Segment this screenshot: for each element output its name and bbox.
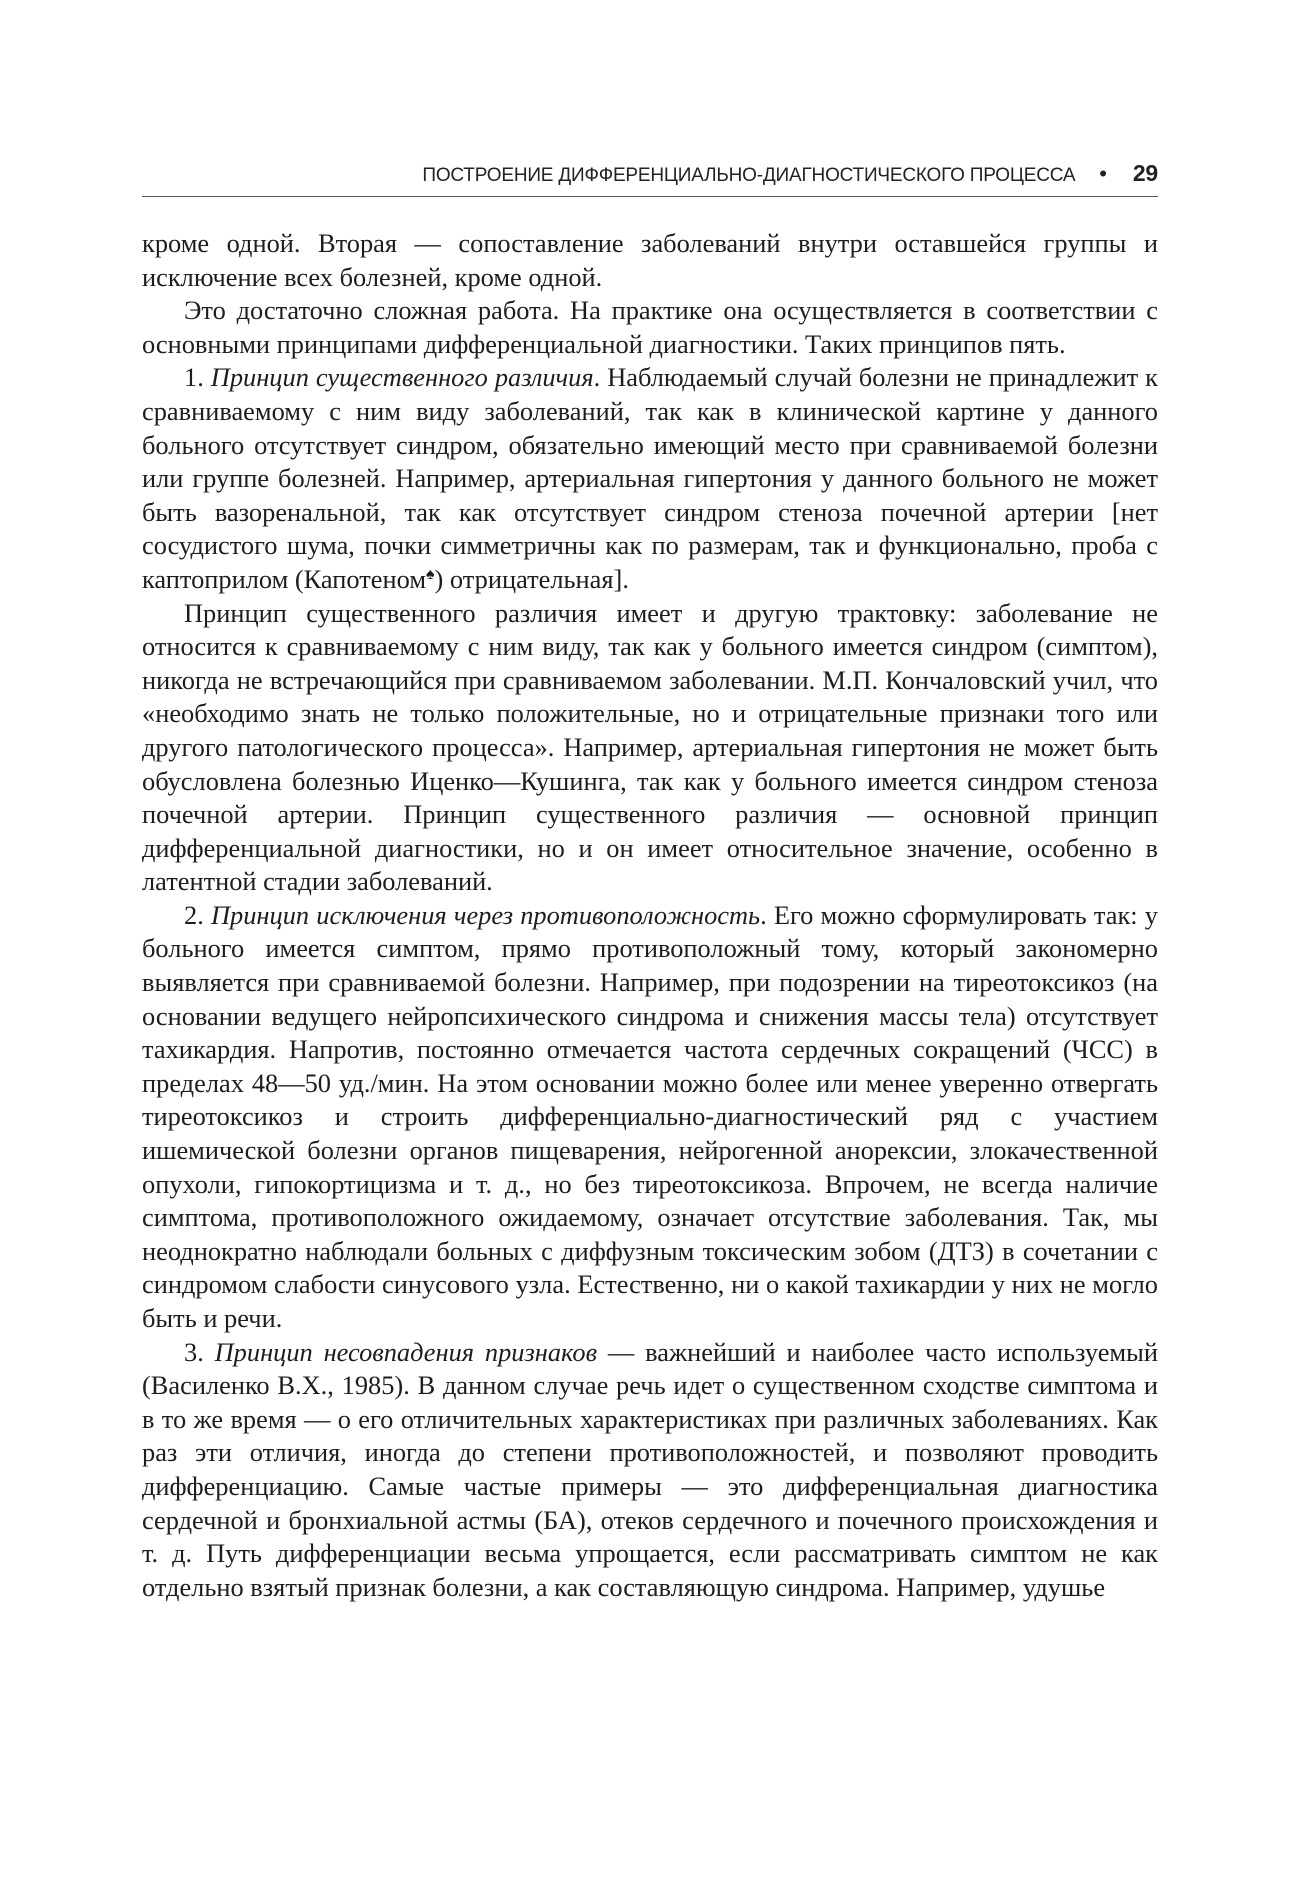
principle-number: 3. bbox=[184, 1336, 204, 1367]
principle-paragraph bbox=[142, 899, 1158, 1336]
paragraph bbox=[142, 597, 1158, 899]
principle-term: Принцип несовпадения признаков bbox=[214, 1336, 598, 1367]
paragraph-text: Это достаточно сложная работа. На практике она осуществляется в соответствии с основными принципами дифференциальной диагностики. Таких принципов пять. bbox=[142, 295, 1158, 359]
paragraph-text: Принцип существенного различия имеет и другую трактовку: заболевание не относится к сравниваемому с ним виду, так как у больного имеется синдром (симптом), никогда не встречающийся при сравниваемом заболевании. М.П. Кончаловский учил, что «необходимо знать не только положительные, но и отрицательные признаки того или другого патологического процесса». Например, артериальная гипертония не может быть обусловлена болезнью Иценко—Кушинга, так как у больного имеется синдром стеноза почечной артерии. Принцип существенного различия — основной принцип дифференциальной диагностики, но и он имеет относительное значение, особенно в латентной стадии заболеваний. bbox=[142, 597, 1158, 897]
paragraph bbox=[142, 227, 1158, 294]
paragraph bbox=[142, 294, 1158, 361]
body-text bbox=[142, 227, 1158, 1604]
header-bullet: • bbox=[1099, 161, 1107, 186]
page-number: 29 bbox=[1132, 160, 1158, 186]
running-title: ПОСТРОЕНИЕ ДИФФЕРЕНЦИАЛЬНО-ДИАГНОСТИЧЕСКОГО ПРОЦЕССА bbox=[422, 165, 1076, 186]
principle-paragraph bbox=[142, 1336, 1158, 1605]
principle-term: Принцип исключения через противоположность bbox=[210, 899, 761, 930]
registered-mark: ♠ bbox=[426, 565, 435, 583]
principle-paragraph bbox=[142, 361, 1158, 596]
principle-term: Принцип существенного различия bbox=[210, 362, 594, 393]
principle-number: 1. bbox=[184, 362, 204, 393]
principle-number: 2. bbox=[184, 899, 204, 930]
paragraph-text: кроме одной. Вторая — сопоставление заболеваний внутри оставшейся группы и исключение всех болезней, кроме одной. bbox=[142, 228, 1158, 292]
paragraph-text-end: ) отрицательная]. bbox=[434, 563, 629, 594]
paragraph-text: . Наблюдаемый случай болезни не принадлежит к сравниваемому с ним виду заболеваний, так как в клинической картине у данного больного отсутствует синдром, обязательно имеющий место при сравниваемой болезни или группе болезней. Например, артериальная гипертония у данного больного не может быть вазоренальной, так как отсутствует синдром стеноза почечной артерии [нет сосудистого шума, почки симметричны как по размерам, так и функционально, проба с каптоприлом (Капотеном bbox=[142, 362, 1158, 594]
paragraph-text: . Его можно сформулировать так: у больного имеется симптом, прямо противоположный тому, который закономерно выявляется при сравниваемой болезни. Например, при подозрении на тиреотоксикоз (на основании ведущего нейропсихического синдрома и снижения массы тела) отсутствует тахикардия. Напротив, постоянно отмечается частота сердечных сокращений (ЧСС) в пределах 48—50 уд./мин. На этом основании можно более или менее уверенно отвергать тиреотоксикоз и строить дифференциально-диагностический ряд с участием ишемической болезни органов пищеварения, нейрогенной анорексии, злокачественной опухоли, гипокортицизма и т. д., но без тиреотоксикоза. Впрочем, не всегда наличие симптома, противоположного ожидаемому, означает отсутствие заболевания. Так, мы неоднократно наблюдали больных с диффузным токсическим зобом (ДТЗ) в сочетании с синдромом слабости синусового узла. Естественно, ни о какой тахикардии у них не могло быть и речи. bbox=[142, 899, 1158, 1333]
running-header bbox=[142, 160, 1158, 197]
paragraph-text: — важнейший и наиболее часто используемый (Василенко В.Х., 1985). В данном случае речь идет о существенном сходстве симптома и в то же время — о его отличительных характеристиках при различных заболеваниях. Как раз эти отличия, иногда до степени противоположностей, и позволяют проводить дифференциацию. Самые частые примеры — это дифференциальная диагностика сердечной и бронхиальной астмы (БА), отеков сердечного и почечного происхождения и т. д. Путь дифференциации весьма упрощается, если рассматривать симптом не как отдельно взятый признак болезни, а как составляющую синдрома. Например, удушье bbox=[142, 1336, 1158, 1602]
book-page bbox=[142, 160, 1158, 1604]
